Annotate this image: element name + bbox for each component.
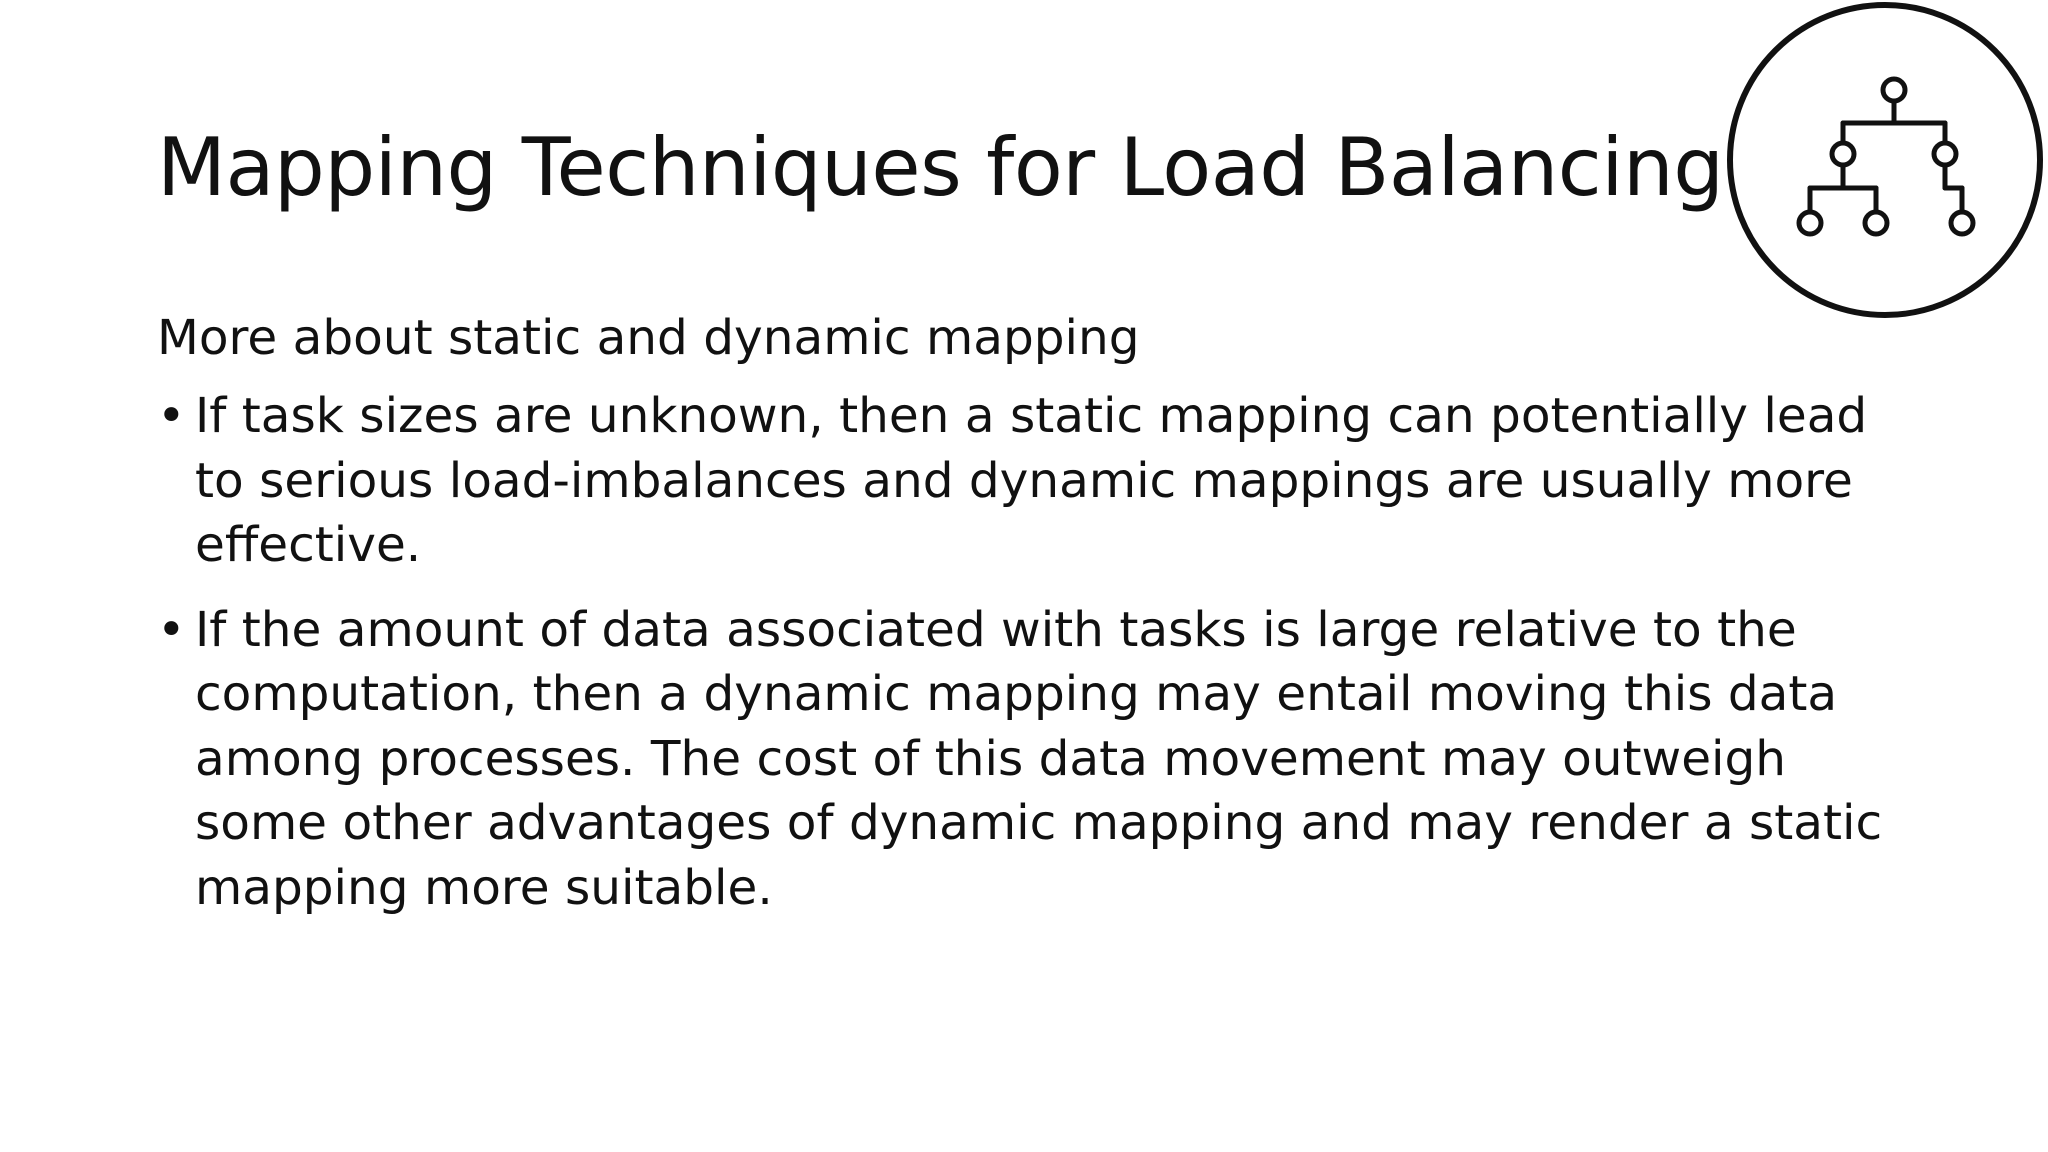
bullet-text-line: If the amount of data associated with tasks is large relative to the (195, 601, 1797, 658)
bullet-text-line: If task sizes are unknown, then a static mapping can potentially lead (195, 388, 1868, 444)
bullet-point-icon: • (157, 601, 186, 658)
bullet-text-line: to serious load-imbalances and dynamic mappings are usually more (195, 452, 1853, 509)
slide-title: Mapping Techniques for Load Balancing (157, 121, 1724, 214)
bullet-text-line: mapping more suitable. (195, 859, 773, 916)
slide-content (157, 306, 1917, 940)
hierarchy-icon (1725, 0, 2048, 320)
bullet-text-line: among processes. The cost of this data movement may outweigh (195, 730, 1787, 787)
bullet-item (157, 384, 1917, 578)
bullet-text-line: some other advantages of dynamic mapping and may render a static (195, 795, 1883, 851)
bullet-text-line: effective. (195, 517, 422, 573)
bullet-list (157, 384, 1917, 920)
bullet-item (157, 598, 1917, 921)
bullet-text-line: computation, then a dynamic mapping may entail moving this data (195, 666, 1838, 722)
bullet-point-icon: • (157, 388, 186, 444)
slide-subtitle: More about static and dynamic mapping (157, 310, 1140, 366)
